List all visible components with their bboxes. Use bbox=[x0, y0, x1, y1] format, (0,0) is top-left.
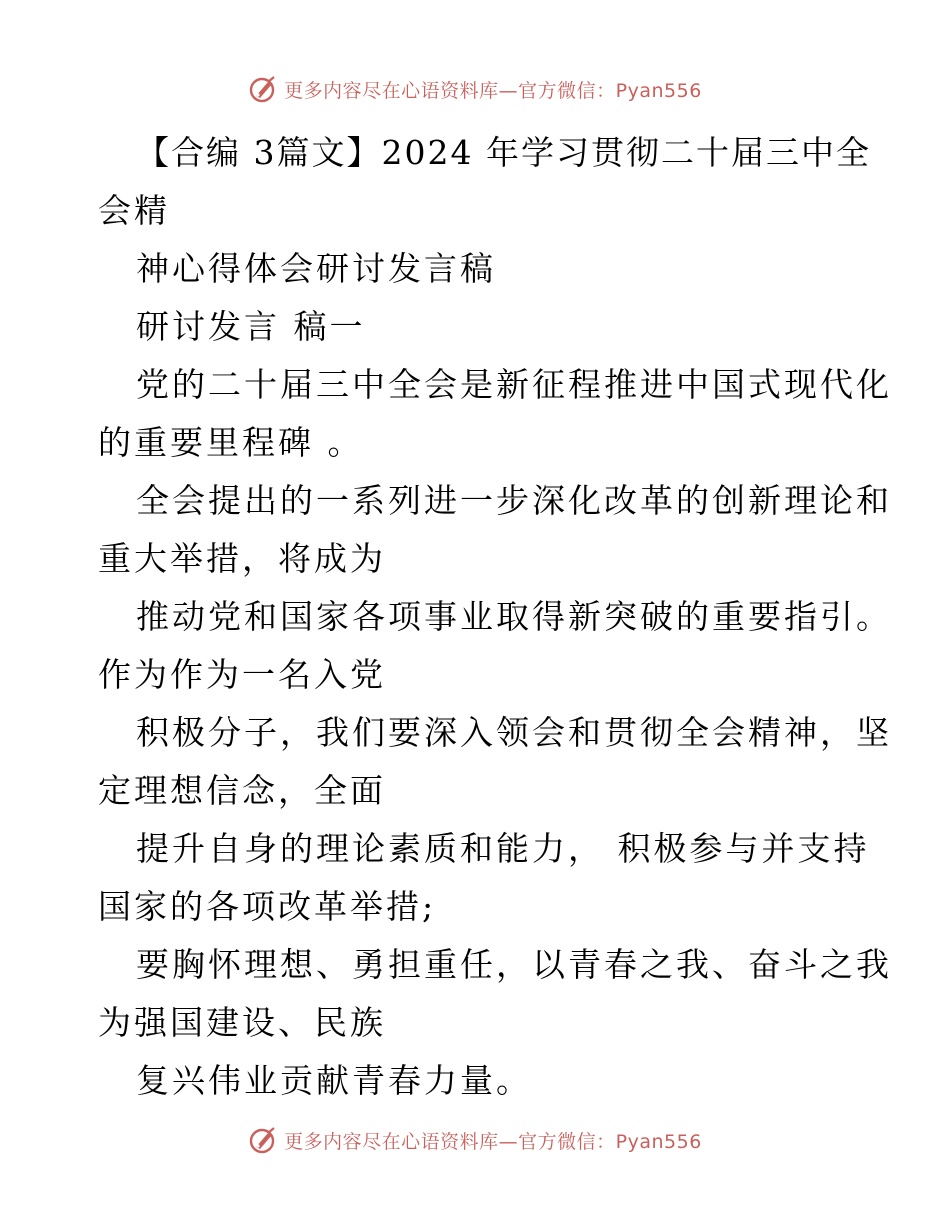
body-line: 积极分子，我们要深入领会和贯彻全会精神，坚 bbox=[136, 713, 892, 752]
body-line: 提升自身的理论素质和能力， 积极参与并支持 bbox=[136, 829, 870, 868]
body-line: 作为作为一名入党 bbox=[98, 655, 386, 694]
body-line: 重大举措，将成为 bbox=[98, 539, 386, 578]
watermark-text: 更多内容尽在心语资料库—官方微信：Pyan556 bbox=[284, 79, 702, 102]
body-line: 党的二十届三中全会是新征程推进中国式现代化 bbox=[136, 365, 892, 404]
title-line-1: 【合编 3篇文】2024 年学习贯彻二十届三中全 bbox=[136, 133, 871, 172]
body-line: 要胸怀理想、勇担重任，以青春之我、奋斗之我 bbox=[136, 945, 892, 984]
body-line: 国家的各项改革举措; bbox=[98, 887, 437, 926]
section-heading: 研讨发言 稿一 bbox=[136, 307, 366, 346]
footer-watermark bbox=[0, 1123, 950, 1157]
document-body bbox=[98, 124, 892, 1110]
body-line: 的重要里程碑 。 bbox=[98, 423, 364, 462]
body-line: 复兴伟业贡献青春力量。 bbox=[136, 1061, 532, 1100]
title-line-2: 会精 bbox=[98, 191, 170, 230]
subtitle-line: 神心得体会研讨发言稿 bbox=[136, 249, 496, 288]
pen-logo-icon bbox=[248, 1125, 278, 1155]
body-line: 定理想信念，全面 bbox=[98, 771, 386, 810]
pen-logo-icon bbox=[248, 74, 278, 104]
body-line: 推动党和国家各项事业取得新突破的重要指引。 bbox=[136, 597, 892, 636]
watermark-text: 更多内容尽在心语资料库—官方微信：Pyan556 bbox=[284, 1130, 702, 1153]
header-watermark bbox=[0, 72, 950, 106]
body-line: 为强国建设、民族 bbox=[98, 1003, 386, 1042]
body-line: 全会提出的一系列进一步深化改革的创新理论和 bbox=[136, 481, 892, 520]
